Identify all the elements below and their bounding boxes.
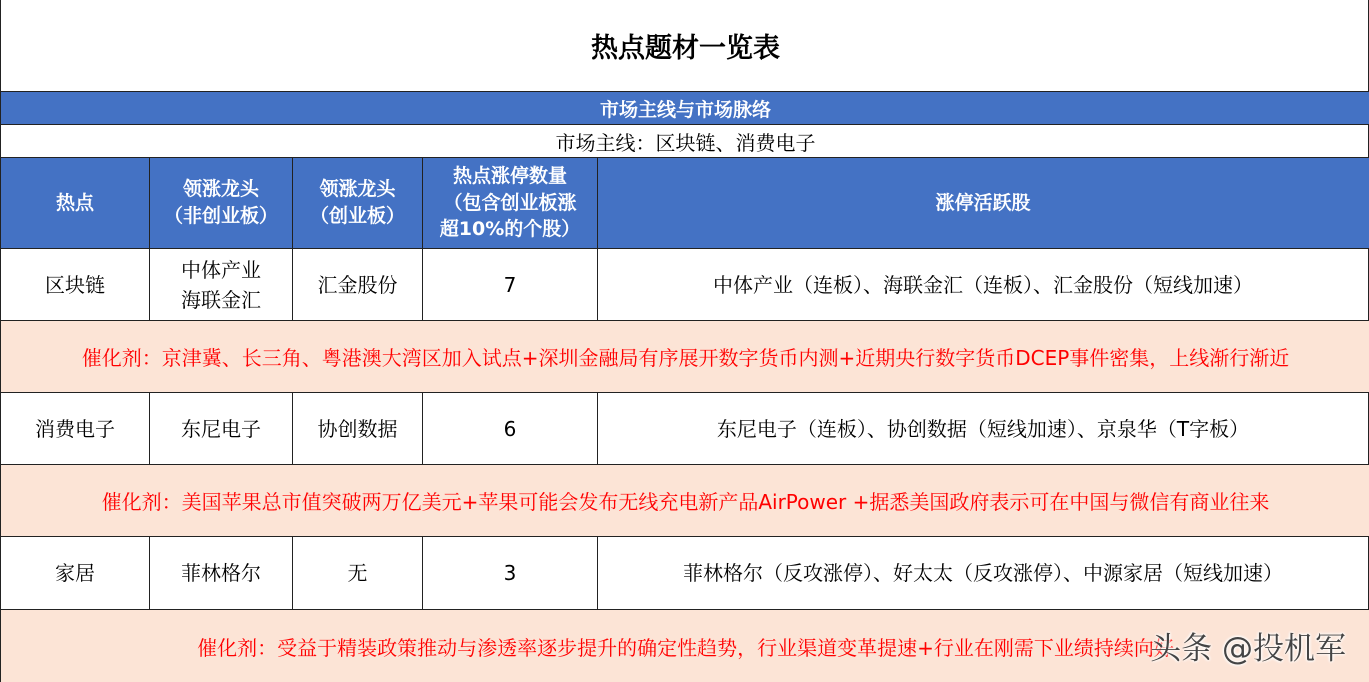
leader-gem-cell: 无 <box>293 537 423 609</box>
hot-topic-cell: 消费电子 <box>1 393 150 464</box>
leader-non-gem-cell: 菲林格尔 <box>150 537 293 609</box>
active-stocks-cell: 东尼电子（连板）、协创数据（短线加速）、京泉华（T字板） <box>716 416 1250 441</box>
col-header-hot: 热点 <box>1 158 150 248</box>
table-row <box>1 393 1369 465</box>
main-line-text: 市场主线：区块链、消费电子 <box>1 125 1369 158</box>
column-header-row <box>1 158 1369 249</box>
col-header-leader-non-gem-line1: 领涨龙头 <box>182 178 259 201</box>
col-header-limit-count-line1: 热点涨停数量 <box>452 164 567 187</box>
catalyst-row: 催化剂：京津冀、长三角、粤港澳大湾区加入试点+深圳金融局有序展开数字货币内测+近期央行数字货币DCEP事件密集，上线渐行渐近 <box>1 321 1369 393</box>
leader-non-gem-cell: 东尼电子 <box>150 393 293 464</box>
table-row <box>1 537 1369 610</box>
col-header-leader-gem <box>293 158 423 248</box>
leader-non-gem-name: 中体产业 <box>181 257 261 282</box>
leader-gem-cell: 汇金股份 <box>293 249 423 320</box>
watermark: 头条 @投机军 <box>1150 631 1346 667</box>
col-header-limit-count-line2: （包含创业板涨 <box>443 191 577 214</box>
leader-non-gem-cell <box>150 249 293 320</box>
col-header-active-stocks: 涨停活跃股 <box>935 191 1031 214</box>
limit-count-cell: 3 <box>423 537 598 609</box>
catalyst-row: 催化剂：美国苹果总市值突破两万亿美元+苹果可能会发布无线充电新产品AirPower +据悉美国政府表示可在中国与微信有商业往来 <box>1 465 1369 537</box>
table-title: 热点题材一览表 <box>1 0 1369 92</box>
active-stocks-cell: 中体产业（连板）、海联金汇（连板）、汇金股份（短线加速） <box>713 272 1253 297</box>
col-header-leader-non-gem <box>150 158 293 248</box>
col-header-limit-count-line3: 超10%的个股） <box>439 218 581 241</box>
col-header-leader-gem-line1: 领涨龙头 <box>319 178 396 201</box>
leader-gem-cell: 协创数据 <box>293 393 423 464</box>
section-header: 市场主线与市场脉络 <box>1 92 1369 125</box>
col-header-leader-non-gem-line2: （非创业板） <box>163 205 278 227</box>
hot-topic-cell: 家居 <box>1 537 150 609</box>
col-header-limit-count <box>423 158 598 248</box>
table-row <box>1 249 1369 321</box>
hot-topic-cell: 区块链 <box>1 249 150 320</box>
leader-non-gem-name: 海联金汇 <box>181 287 261 312</box>
catalyst-row: 催化剂：受益于精装政策推动与渗透率逐步提升的确定性趋势，行业渠道变革提速+行业在刚需下业绩持续向好 <box>1 610 1369 682</box>
limit-count-cell: 6 <box>423 393 598 464</box>
active-stocks-cell: 菲林格尔（反攻涨停）、好太太（反攻涨停）、中源家居（短线加速） <box>683 561 1283 585</box>
limit-count-cell: 7 <box>423 249 598 320</box>
col-header-leader-gem-line2: （创业板） <box>309 205 405 227</box>
